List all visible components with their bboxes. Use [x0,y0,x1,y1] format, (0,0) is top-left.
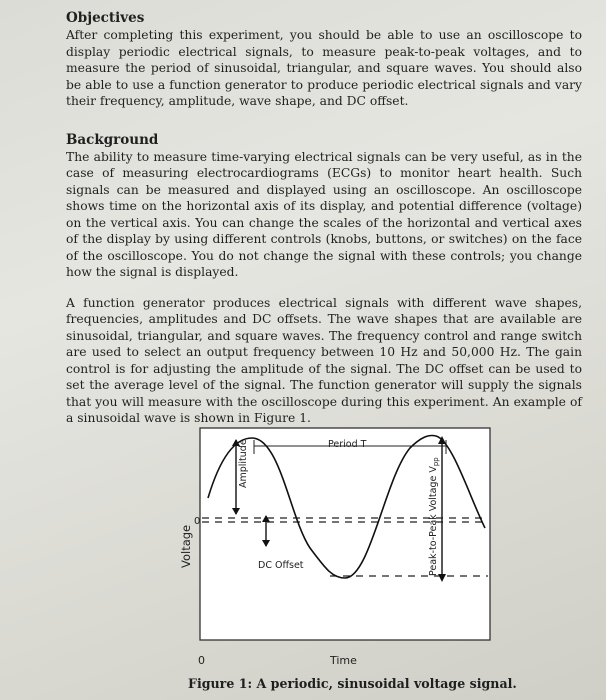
sinusoid-diagram [180,418,510,680]
y-zero-label: 0 [194,516,201,527]
figure-1 [180,418,510,680]
x-axis-label: Time [330,654,357,667]
background-heading: Background [66,131,159,148]
peak-to-peak-label: Peak-to-Peak Voltage $V_{pp}$ [428,457,440,576]
objectives-paragraph: After completing this experiment, you should be able to use an oscilloscope to display periodic electrical signals, to measure peak-to-peak voltages, and to measure the period of sinusoidal, triangular, and square waves. You should also be able to use a function generator to produce periodic electrical signals and vary their frequency, amplitude, wave shape, and DC offset. [66,28,582,108]
background-paragraph-2: A function generator produces electrical signals with different wave shapes, frequencies, amplitudes and DC offsets. The wave shapes that are available are sinusoidal, triangular, and square waves. The frequency control and range switch are used to select an output frequency between 10 Hz and 50,000 Hz. The gain control is for adjusting the amplitude of the signal. The DC offset can be used to set the average level of the signal. The function generator will supply the signals that you will measure with the oscilloscope during this experiment. An example of a sinusoidal wave is shown in Figure 1. [66,295,582,425]
y-axis-label: Voltage [180,524,193,568]
objectives-heading: Objectives [66,10,145,26]
period-label: Period T [328,439,367,450]
figure-caption-text: A periodic, sinusoidal voltage signal. [252,676,517,691]
figure-caption-label: Figure 1: [188,676,253,691]
document-page [66,6,582,427]
figure-caption [188,676,517,691]
dc-offset-label: DC Offset [258,560,304,571]
x-zero-label: 0 [198,654,205,667]
amplitude-label: Amplitude [238,439,249,488]
background-paragraph-1: The ability to measure time-varying electrical signals can be very useful, as in the case of measuring electrocardiograms (ECGs) to monitor heart health. Such signals can be measured and displayed using an oscilloscope. An oscilloscope shows time on the horizontal axis of its display, and potential difference (voltage) on the vertical axis. You can change the scales of the horizontal and vertical axes of the display by using different controls (knobs, buttons, or switches) on the face of the oscilloscope. You do not change the signal with these controls; you change how the signal is displayed. [66,149,582,279]
